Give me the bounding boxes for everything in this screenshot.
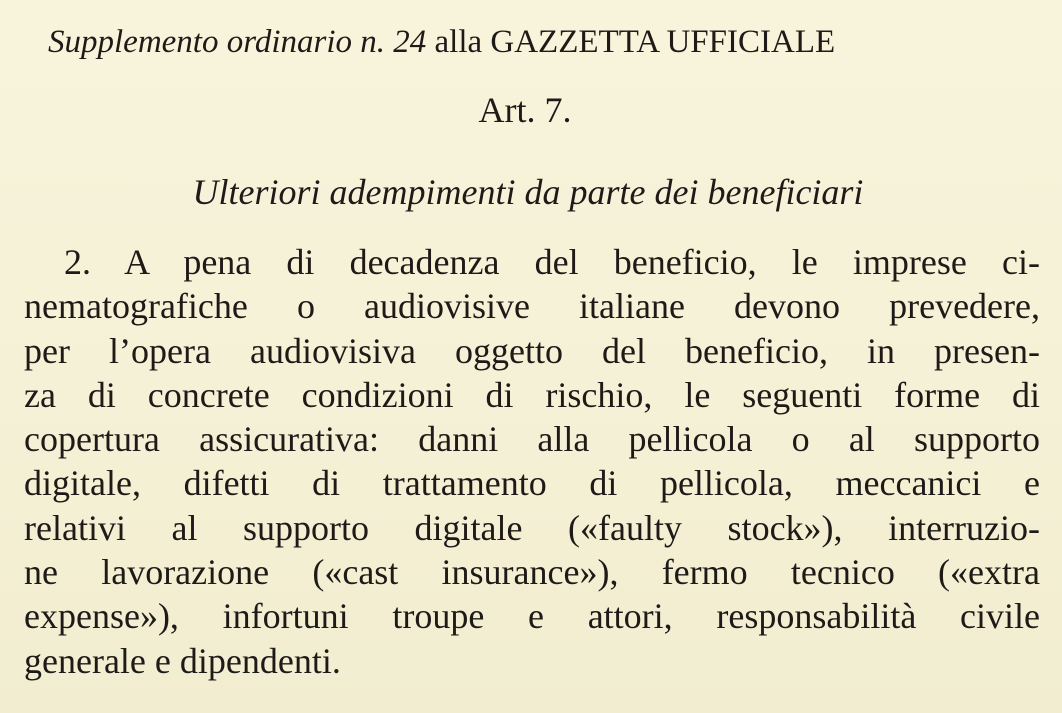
paragraph-line: generale e dipendenti. bbox=[24, 640, 341, 681]
paragraph-line: 2. A pena di decadenza del beneficio, le imprese ci- bbox=[64, 242, 1040, 282]
page-header bbox=[48, 22, 1028, 62]
publication-suffix: alla GAZZETTA UFFICIALE bbox=[426, 24, 836, 60]
paragraph-line: ne lavorazione («cast insurance»), fermo tecnico («extra bbox=[24, 552, 1040, 593]
publication-name: Supplemento ordinario n. 24 bbox=[48, 24, 427, 60]
paragraph-line: per l’opera audiovisiva oggetto del beneficio, in presen- bbox=[24, 330, 1040, 371]
paragraph-line: expense»), infortuni troupe e attori, responsabilità civile bbox=[24, 596, 1040, 637]
paragraph-line: copertura assicurativa: danni alla pellicola o al supporto bbox=[24, 419, 1040, 460]
paragraph-line: digitale, difetti di trattamento di pellicola, meccanici e bbox=[24, 463, 1040, 504]
paragraph-line: relativi al supporto digitale («faulty stock»), interruzio- bbox=[24, 507, 1040, 548]
article-number: Art. 7. bbox=[478, 90, 572, 130]
article-paragraph bbox=[24, 240, 1040, 683]
paragraph-line: nematografiche o audiovisive italiane devono prevedere, bbox=[24, 286, 1040, 327]
paragraph-line: za di concrete condizioni di rischio, le seguenti forme di bbox=[24, 374, 1040, 415]
article-title: Ulteriori adempimenti da parte dei beneficiari bbox=[192, 172, 864, 212]
